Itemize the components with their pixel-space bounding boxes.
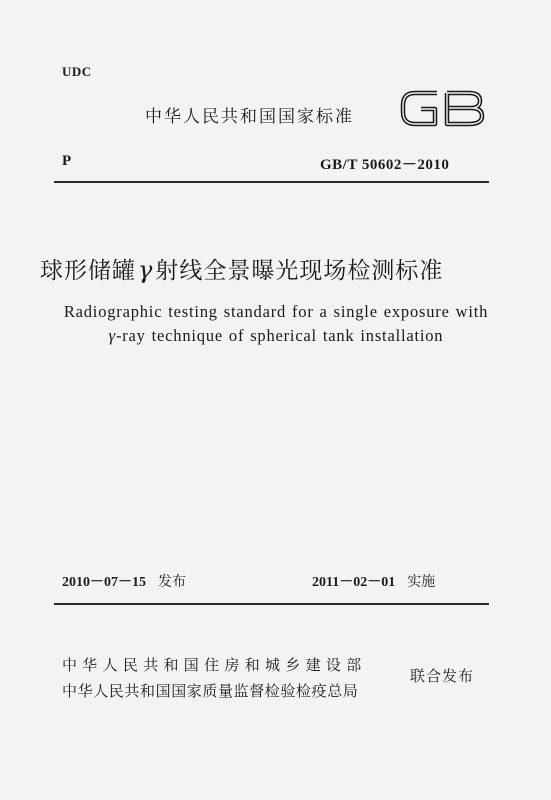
udc-label: UDC <box>62 64 92 79</box>
chinese-title-part1: 球形储罐 <box>40 258 136 284</box>
english-title-gamma: γ <box>108 326 116 345</box>
issuer-ministry-housing: 中华人民共和国住房和城乡建设部 <box>62 656 367 674</box>
chinese-title <box>40 252 443 285</box>
chinese-title-gamma: γ <box>138 256 154 284</box>
issue-label: 发布 <box>158 574 186 590</box>
effective-date-row <box>312 571 435 591</box>
issue-date-row <box>62 571 186 591</box>
top-divider <box>54 181 489 183</box>
issuing-authorities <box>62 652 367 704</box>
english-title <box>40 300 512 348</box>
effective-date: 2011－02－01 <box>312 575 396 590</box>
english-title-line2-text: -ray technique of spherical tank installation <box>115 326 444 345</box>
standard-number: GB/T 50602－2010 <box>320 157 450 173</box>
category-code: P <box>62 153 72 169</box>
effective-label: 实施 <box>407 574 436 590</box>
national-standard-heading: 中华人民共和国国家标准 <box>145 107 354 127</box>
issuer-aqsiq: 中华人民共和国国家质量监督检验检疫总局 <box>62 682 359 700</box>
english-title-line2 <box>40 324 512 348</box>
joint-release-label: 联合发布 <box>410 667 475 685</box>
issue-date: 2010－07－15 <box>62 575 146 590</box>
chinese-title-part2: 射线全景曝光现场检测标准 <box>155 258 444 284</box>
gb-logo <box>397 84 487 132</box>
bottom-divider <box>54 603 489 605</box>
english-title-line1: Radiographic testing standard for a single exposure with <box>63 302 489 321</box>
